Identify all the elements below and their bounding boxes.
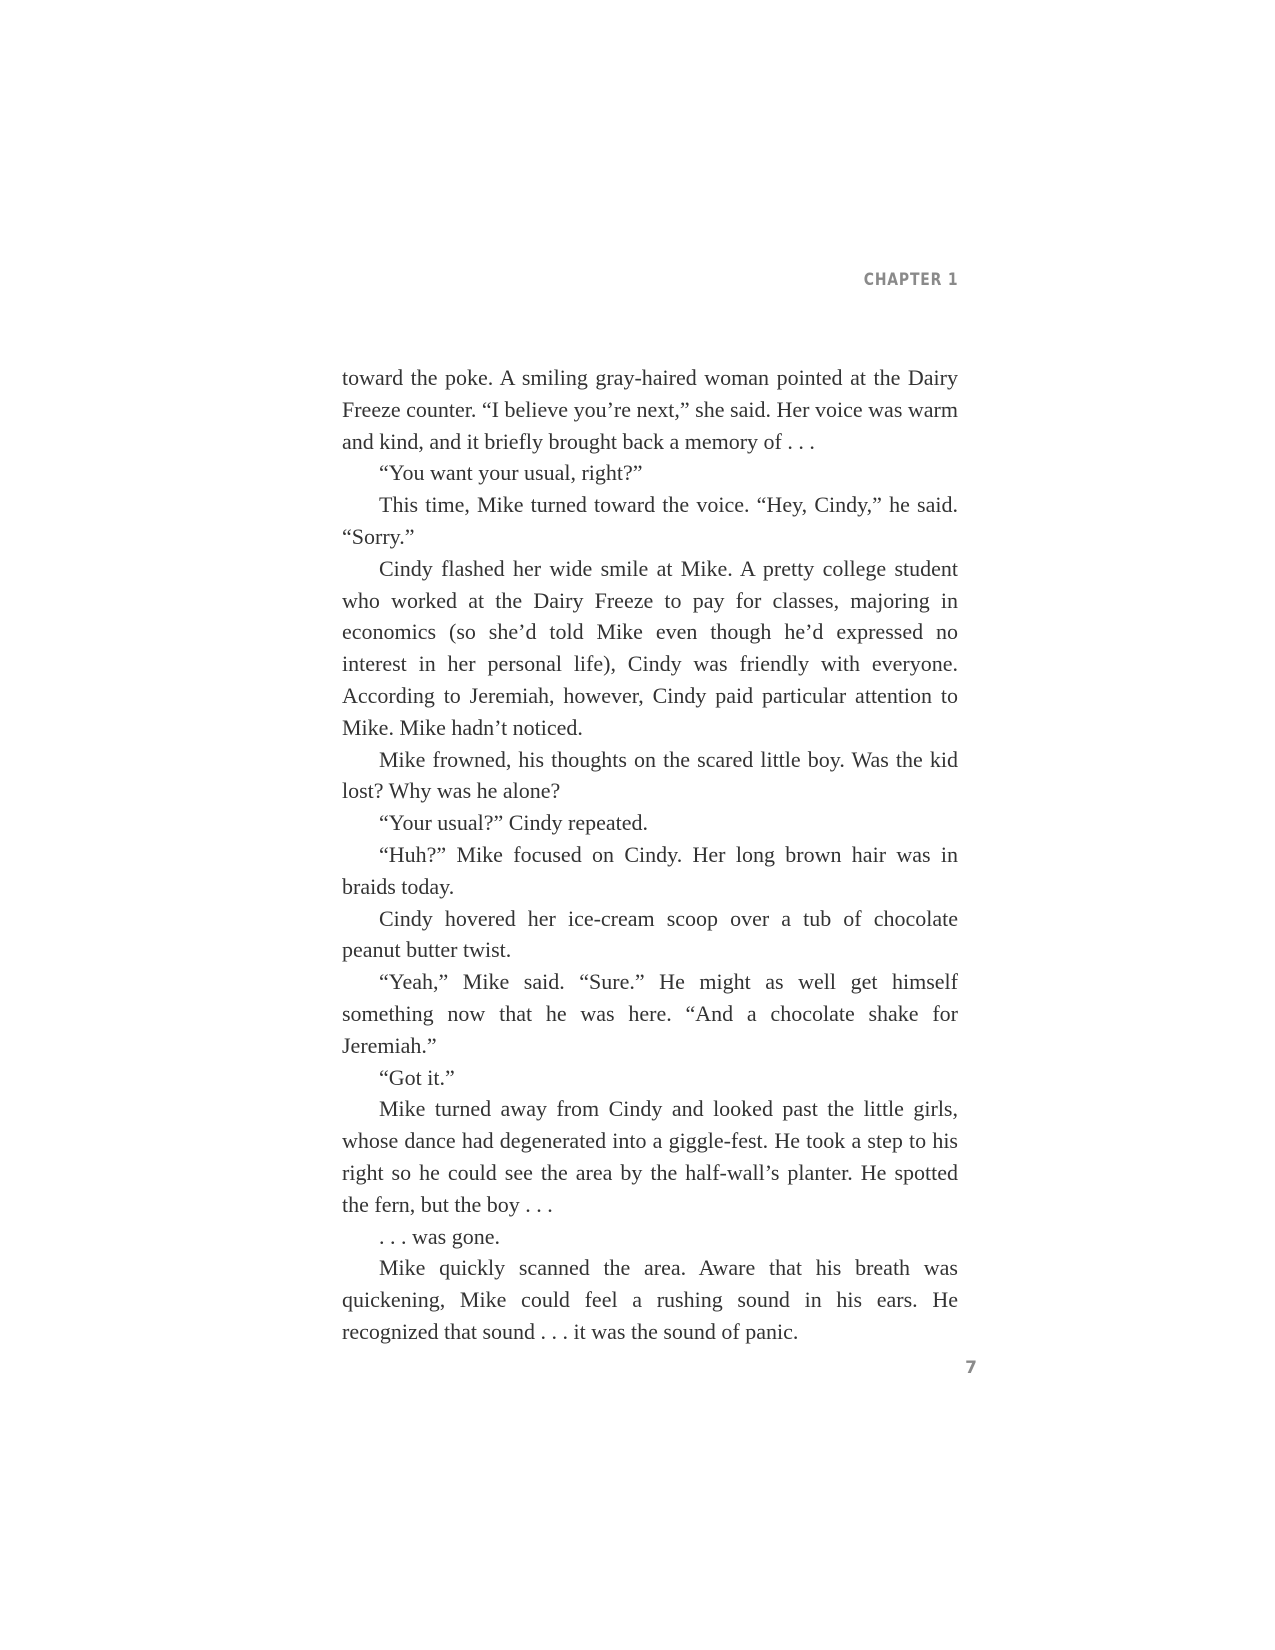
paragraph: . . . was gone. <box>379 1223 500 1249</box>
page-number: 7 <box>965 1358 977 1378</box>
paragraph: This time, Mike turned toward the voice. “Hey, Cindy,” he said. “Sorry.” <box>342 492 958 549</box>
paragraph: toward the poke. A smiling gray-haired woman pointed at the Dairy Freeze counter. “I believe you’re next,” she said. Her voice was warm and kind, and it briefly brought back a memory of . . . <box>342 365 958 454</box>
paragraph: “Your usual?” Cindy repeated. <box>379 810 649 836</box>
paragraph: Mike quickly scanned the area. Aware that his breath was quickening, Mike could feel a rushing sound in his ears. He recognized that sound . . . it was the sound of panic. <box>342 1255 958 1344</box>
paragraph: “Yeah,” Mike said. “Sure.” He might as well get himself something now that he was here. “And a chocolate shake for Jeremiah.” <box>342 969 958 1058</box>
paragraph: “Got it.” <box>379 1064 455 1090</box>
paragraph: Mike turned away from Cindy and looked past the little girls, whose dance had degenerated into a giggle-fest. He took a step to his right so he could see the area by the half-wall’s planter. He spotted the fern, but the boy . . . <box>342 1096 958 1217</box>
paragraph: Cindy hovered her ice-cream scoop over a tub of chocolate peanut butter twist. <box>342 905 958 963</box>
body-text <box>342 362 958 1348</box>
paragraph: Mike frowned, his thoughts on the scared little boy. Was the kid lost? Why was he alone? <box>342 746 958 804</box>
running-head: CHAPTER 1 <box>863 270 958 290</box>
paragraph: Cindy flashed her wide smile at Mike. A pretty college student who worked at the Dairy Freeze to pay for classes, majoring in economics (so she’d told Mike even though he’d expressed no interest in her personal life), Cindy was friendly with everyone. According to Jeremiah, however, Cindy paid particular attention to Mike. Mike hadn’t noticed. <box>342 555 958 740</box>
paragraph: “You want your usual, right?” <box>379 460 643 486</box>
paragraph: “Huh?” Mike focused on Cindy. Her long brown hair was in braids today. <box>342 841 958 899</box>
